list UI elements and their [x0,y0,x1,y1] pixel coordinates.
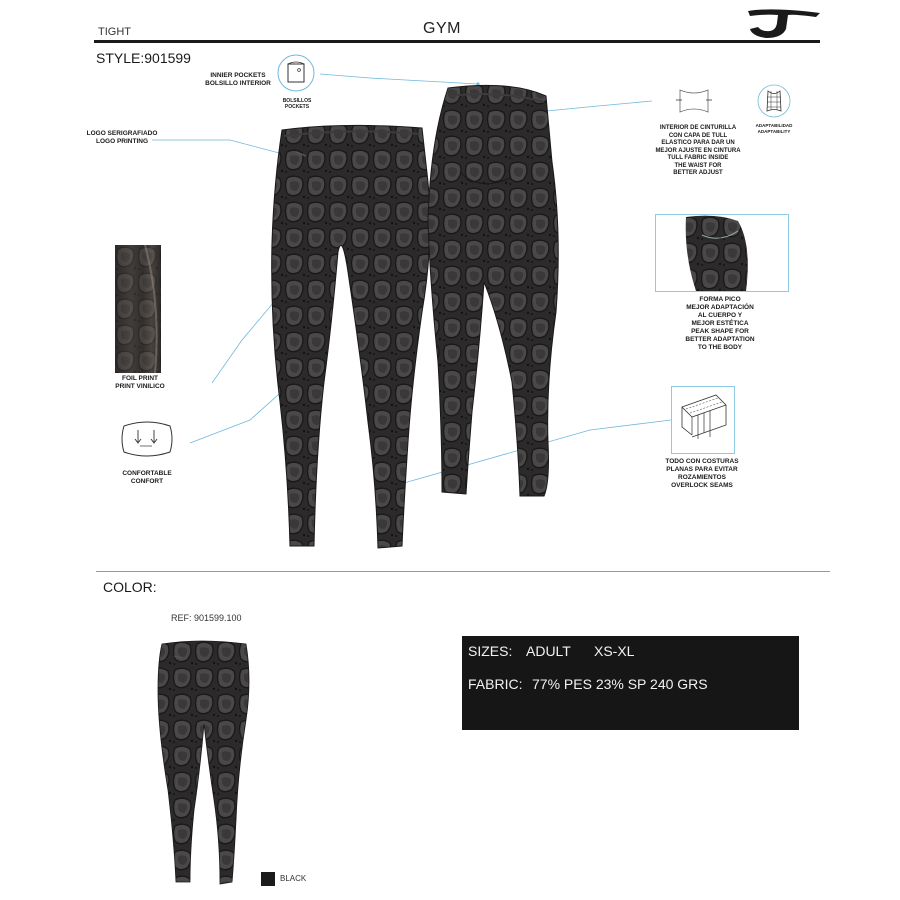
peak-shape-photo [655,214,789,292]
sizes-range: XS-XL [594,643,635,659]
color-section-title: COLOR: [103,579,157,595]
color-name: BLACK [280,874,307,883]
adaptability-label: ADAPTABILIDAD ADAPTABILITY [755,123,793,134]
reference-code: REF: 901599.100 [171,613,242,623]
front-view-leggings [262,122,442,552]
waistband-icon [674,86,714,116]
joma-logo-icon [742,5,822,39]
logo-printing-label: LOGO SERIGRAFIADO LOGO PRINTING [86,130,158,145]
foil-print-photo [115,245,161,373]
fabric-label: FABRIC: [468,676,523,692]
sizes-row [468,643,635,659]
collection-title: GYM [423,20,461,37]
pocket-icon [277,54,315,92]
comfort-pillow-icon [118,416,176,462]
back-view-leggings [420,82,600,502]
flat-seams-label: TODO CON COSTURAS PLANAS PARA EVITAR ROZAMIENTOS OVERLOCK SEAMS [665,458,739,489]
foil-print-label: FOIL PRINT PRINT VINILICO [115,375,165,390]
fabric-value: 77% PES 23% SP 240 GRS [532,676,708,692]
black-color-swatch [261,872,275,886]
section-divider [96,571,830,572]
flat-seams-box [671,386,735,454]
waistband-label: INTERIOR DE CINTURILLA CON CAPA DE TULL ELASTICO PARA DAR UN MEJOR AJUSTE EN CINTURA TULL FABRIC INSIDE THE WAIST FOR BETTER ADJUST [655,125,741,176]
flat-seams-icon [672,387,734,453]
adaptability-icon [757,84,791,118]
pockets-icon-label: BOLSILLOS POCKETS [282,98,312,110]
sizes-label: SIZES: [468,643,513,659]
fabric-row [468,676,708,692]
specs-panel [462,636,799,730]
inner-pockets-label: INNIER POCKETS BOLSILLO INTERIOR [205,72,271,87]
peak-shape-label: FORMA PICO MEJOR ADAPTACIÓN AL CUERPO Y MEJOR ESTÉTICA PEAK SHAPE FOR BETTER ADAPTATION TO THE BODY [685,296,755,351]
sizes-group: ADULT [526,643,571,659]
peak-shape-image [656,215,788,291]
color-variant-leggings [150,640,260,888]
style-code: STYLE:901599 [96,50,191,66]
comfortable-label: CONFORTABLE CONFORT [122,470,172,485]
category-label: TIGHT [98,26,131,38]
header-divider [94,40,820,43]
foil-print-texture [115,245,161,373]
